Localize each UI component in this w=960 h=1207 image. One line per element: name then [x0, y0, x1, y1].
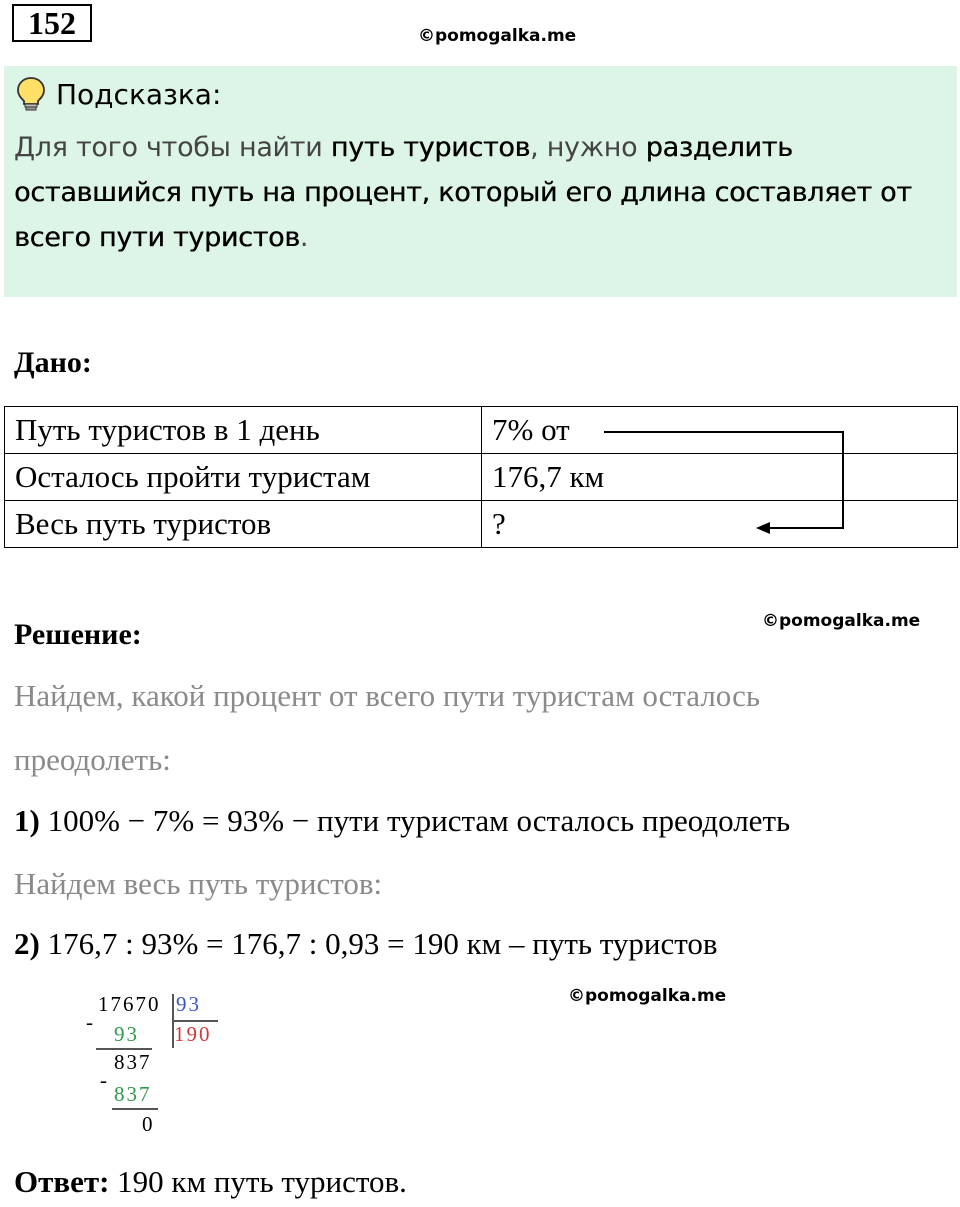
solution-intro1-line2: преодолеть: [14, 742, 171, 777]
solution-label: Решение: [14, 618, 142, 651]
hint-text-part3: . [299, 222, 309, 253]
solution-step1 [14, 803, 790, 839]
hint-text-part2: , нужно [530, 132, 646, 163]
division-quotient-rule [172, 1020, 218, 1022]
division-remainder-1: 837 [114, 1050, 152, 1074]
solution-intro2: Найдем весь путь туристов: [14, 866, 383, 901]
watermark-bottom: ©pomogalka.me [568, 986, 727, 1006]
division-divisor: 93 [176, 992, 201, 1016]
step2-number: 2) [14, 926, 40, 961]
answer-text: 190 км путь туристов. [109, 1164, 407, 1199]
given-row-value: 176,7 км [482, 454, 958, 501]
division-rule-2 [112, 1108, 158, 1110]
given-row-value: 7% от [482, 407, 958, 454]
division-minus-1: - [86, 1010, 95, 1034]
given-row-name: Путь туристов в 1 день [5, 407, 482, 454]
given-row-name: Осталось пройти туристам [5, 454, 482, 501]
hint-title-text: Подсказка: [56, 77, 222, 111]
division-subtrahend-2: 837 [114, 1082, 152, 1106]
task-number: 152 [12, 4, 92, 42]
answer [14, 1164, 407, 1200]
answer-label: Ответ: [14, 1164, 110, 1199]
hint-text-bold1: путь туристов [330, 132, 531, 163]
division-subtrahend-1: 93 [114, 1022, 139, 1046]
solution-step2 [14, 926, 718, 962]
step1-number: 1) [14, 803, 40, 838]
division-remainder-2: 0 [142, 1112, 155, 1136]
watermark-middle: ©pomogalka.me [762, 611, 921, 631]
hint-text-bold2: разделить оставшийся путь на процент, который его длина составляет от всего пути туристов [14, 132, 912, 253]
step2-text: 176,7 : 93% = 176,7 : 0,93 = 190 км – путь туристов [39, 926, 718, 961]
division-rule-1 [96, 1048, 152, 1050]
watermark-top: ©pomogalka.me [418, 26, 577, 46]
step1-text: 100% − 7% = 93% − пути туристам осталось преодолеть [39, 803, 791, 838]
division-dividend: 17670 [98, 992, 161, 1016]
division-quotient: 190 [174, 1022, 212, 1046]
long-division [82, 988, 222, 1138]
given-row-value: ? [482, 501, 958, 548]
division-minus-2: - [100, 1068, 109, 1092]
solution-intro1-line1: Найдем, какой процент от всего пути туристам осталось [14, 678, 760, 713]
given-label: Дано: [14, 346, 92, 379]
given-row-name: Весь путь туристов [5, 501, 482, 548]
hint-text-part1: Для того чтобы найти [14, 132, 331, 163]
